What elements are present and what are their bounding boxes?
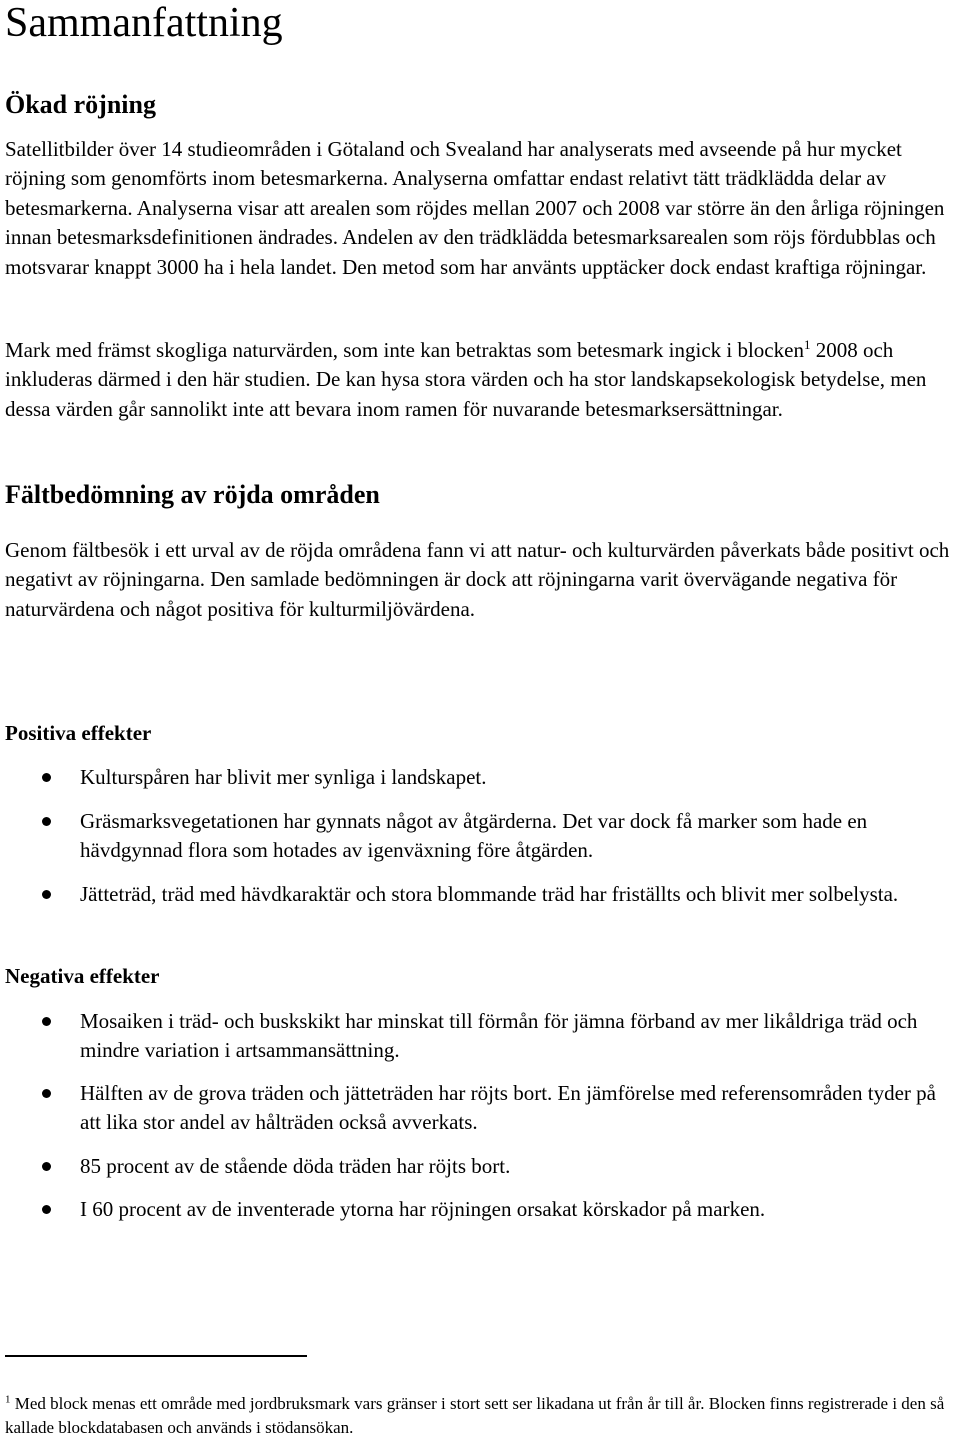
bullet-icon xyxy=(42,890,51,899)
bullet-icon xyxy=(42,1089,51,1098)
paragraph-text: Satellitbilder över 14 studieområden i Götaland och Svealand har analyserats med avseende på hur mycket röjning som genomförts inom betesmarkerna. Analyserna omfattar endast relativt tätt trädklädda delar av betesmarkerna. Analyserna visar att arealen som röjdes mellan 2007 och 2008 var större än den årliga röjningen innan betesmarksdefinitionen ändrades. Andelen av den trädklädda betesmarksarealen som röjs fördubblas och motsvarar knappt 3000 ha i hela landet. Den metod som har använts upptäcker dock endast kraftiga röjningar. xyxy=(5,137,945,279)
bullet-icon xyxy=(42,1017,51,1026)
section-heading-faltbedomning: Fältbedömning av röjda områden xyxy=(5,480,380,509)
footnote xyxy=(5,1392,955,1440)
bullet-icon xyxy=(42,1162,51,1171)
paragraph-okad-rojning-2 xyxy=(5,336,955,424)
footnote-ref: 1 xyxy=(803,337,811,352)
section-heading-okad-rojning: Ökad röjning xyxy=(5,90,156,119)
paragraph-faltbedomning: Genom fältbesök i ett urval av de röjda områdena fann vi att natur- och kulturvärden påverkats både positivt och negativt av röjningarna. Den samlade bedömningen är dock att röjningarna varit övervägande negativa för naturvärdena och något positiva för kulturmiljövärdena. xyxy=(5,538,950,621)
footnote-text: Med block menas ett område med jordbruksmark vars gränser i stort sett ser likadana ut från år till år. Blocken finns registrerade i den så kallade blockdatabasen och används i stödansökan. xyxy=(5,1394,945,1437)
bullet-icon xyxy=(42,817,51,826)
footnote-separator xyxy=(5,1355,307,1357)
subheading-positiva-effekter: Positiva effekter xyxy=(5,721,152,745)
bullet-icon xyxy=(42,1205,51,1214)
paragraph-text-a: Mark med främst skogliga naturvärden, som inte kan betraktas som betesmark ingick i blocken xyxy=(5,338,804,362)
bullet-icon xyxy=(42,773,51,782)
paragraph-text-b: 2008 och inkluderas därmed i den här studien. De kan hysa stora värden och ha stor landskapsekologisk betydelse, men dessa värden går sannolikt inte att bevara inom ramen för nuvarande betesmarksersättningar. xyxy=(5,338,927,421)
page-title: Sammanfattning xyxy=(5,0,283,46)
paragraph-okad-rojning-1 xyxy=(5,135,955,282)
subheading-negativa-effekter: Negativa effekter xyxy=(5,964,160,988)
footnote-mark: 1 xyxy=(5,1393,11,1406)
